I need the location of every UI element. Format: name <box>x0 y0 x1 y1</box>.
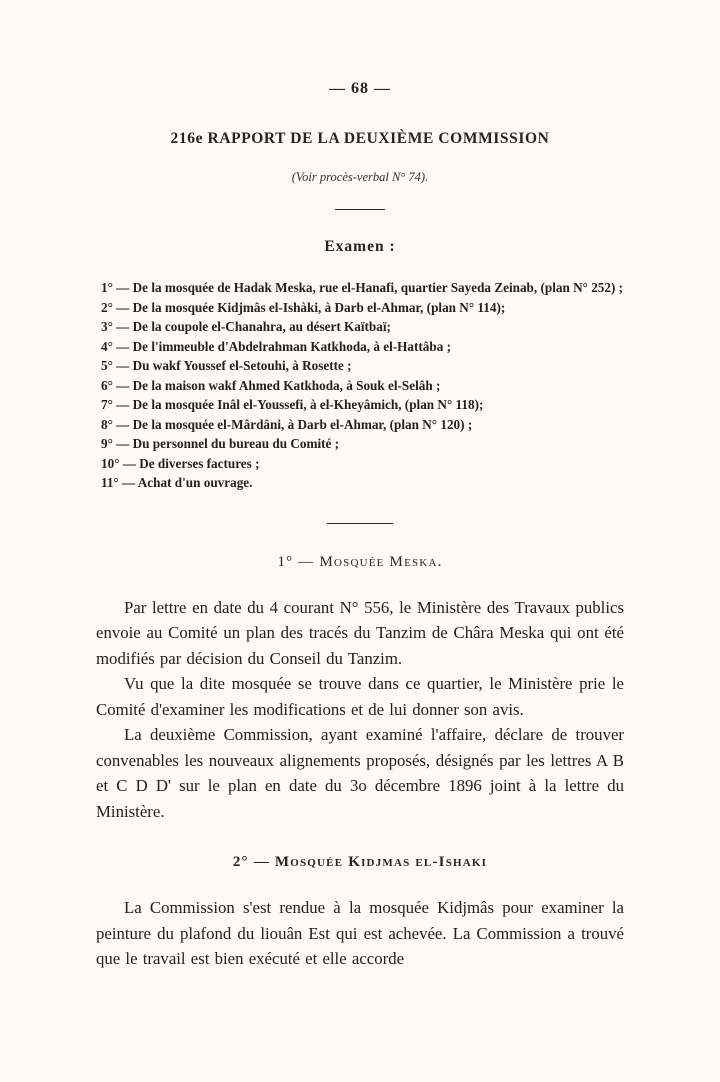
examen-item: 7° — De la mosquée Inâl el-Youssefi, à el-Kheyâmich, (plan N° 118); <box>101 397 484 412</box>
report-subtitle: (Voir procès-verbal N° 74). <box>291 170 429 184</box>
examen-item: 4° — De l'immeuble d'Abdelrahman Katkhoda, à el-Hattâba ; <box>101 338 451 354</box>
examen-heading: Examen : <box>324 238 396 255</box>
examen-item: 8° — De la mosquée el-Mârdâni, à Darb el-Ahmar, (plan N° 120) ; <box>101 416 473 432</box>
paragraph: La Commission s'est rendue à la mosquée Kidjmâs pour examiner la peinture du plafond du liouân Est qui est achevée. La Commission a trouvé que le travail est bien exécuté et elle accorde <box>96 898 624 968</box>
section-2-body <box>96 895 624 972</box>
paragraph: Vu que la dite mosquée se trouve dans ce quartier, le Ministère prie le Comité d'examiner les modifications et de lui donner son avis. <box>96 674 624 719</box>
report-title: 216e RAPPORT DE LA DEUXIÈME COMMISSION <box>170 130 550 147</box>
examen-item: 9° — Du personnel du bureau du Comité ; <box>101 436 340 451</box>
divider <box>327 523 393 524</box>
examen-item: 5° — Du wakf Youssef el-Setouhi, à Rosette ; <box>101 358 352 373</box>
section-1-body <box>96 595 624 825</box>
examen-item: 11° — Achat d'un ouvrage. <box>101 475 253 490</box>
examen-item: 1° — De la mosquée de Hadak Meska, rue el-Hanafi, quartier Sayeda Zeinab, (plan N° 252) ; <box>101 280 624 295</box>
section-2-heading: 2° — Mosquée Kidjmas el-Ishaki <box>232 854 488 870</box>
examen-list <box>96 278 624 493</box>
paragraph: La deuxième Commission, ayant examiné l'affaire, déclare de trouver convenables les nouveaux alignements proposés, désignés par les lettres A B et C D D' sur le plan en date du 3o décembre 1896 joint à la lettre du Ministère. <box>96 725 624 821</box>
section-1-heading: 1° — Mosquée Meska. <box>277 553 443 570</box>
examen-item: 3° — De la coupole el-Chanahra, au désert Kaïtbaï; <box>101 319 391 334</box>
examen-item: 2° — De la mosquée Kidjmâs el-Ishàki, à Darb el-Ahmar, (plan N° 114); <box>101 299 506 315</box>
examen-item: 10° — De diverses factures ; <box>101 455 260 471</box>
examen-item: 6° — De la maison wakf Ahmed Katkhoda, à Souk el-Selâh ; <box>101 377 441 393</box>
paragraph: Par lettre en date du 4 courant N° 556, le Ministère des Travaux publics envoie au Comité un plan des tracés du Tanzim de Châra Meska qui ont été modifiés par décision du Conseil du Tanzim. <box>96 597 624 668</box>
divider <box>335 209 385 210</box>
page-number: — 68 — <box>329 80 391 97</box>
